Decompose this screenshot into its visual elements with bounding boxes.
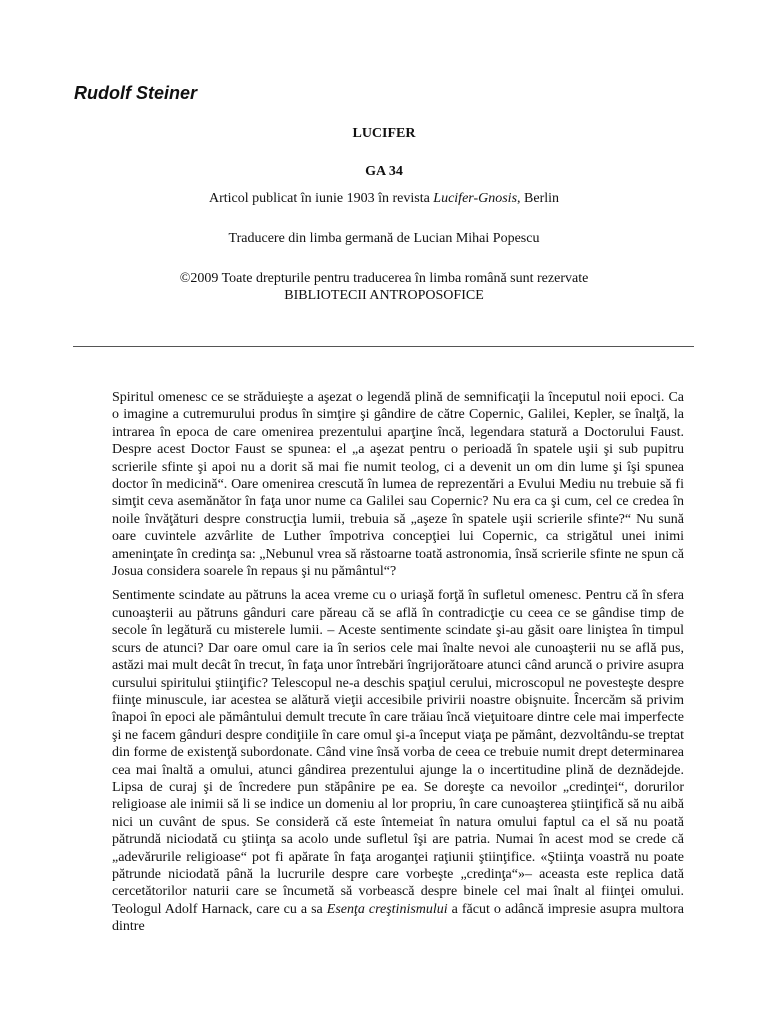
ga-number: GA 34 bbox=[365, 164, 403, 179]
copyright-line-1: ©2009 Toate drepturile pentru traducerea în limba română sunt rezervate bbox=[179, 271, 589, 286]
publication-suffix: , Berlin bbox=[517, 191, 560, 206]
book-title: Esenţa creştinismului bbox=[326, 901, 448, 917]
paragraph-2-text: Sentimente scindate au pătruns la acea vreme cu o uriaşă forţă în sufletul omenesc. Pentru că în sfera cunoaşterii au pătruns gânduri care păreau că se află în contradicţie cu ceea ce se gândise timp de secole în legătură cu misterele lumii. – Aceste sentimente scindate şi-au găsit oare liniştea în timpul scurs de atunci? Dar oare omul care ia în serios cele mai înalte nevoi ale cunoaşterii nu se află pus, astăzi mai mult decât în trecut, în faţa unor întrebări îngrijorătoare atunci când aruncă o privire asupra cursului spiritului ştiinţific? Telescopul ne-a deschis spaţiul cerului, microscopul ne povesteşte despre fiinţe minuscule, iar acestea se alătură vieţii accesibile privirii noastre obişnuite. Încercăm să privim înapoi în epoci ale pământului demult trecute în care trăiau încă vieţuitoare dintre cele mai imperfecte şi ne facem gânduri despre condiţiile în care omul şi-a început viaţa pe pământ, dezvoltându-se treptat din forme de existenţă subordonate. Când vine însă vorba de ceea ce trebuie numit drept determinarea cea mai înaltă a omului, atunci gândirea prezentului ajunge la o incertitudine plină de deznădejde. Lipsa de curaj şi de încredere pun stăpânire pe ea. Se doreşte ca nevoilor „credinţei“, dorurilor religioase ale inimii să li se indice un domeniu al lor propriu, în care cunoaşterea ştiinţifică să nu aibă nici un cuvânt de spus. Se consideră că este întemeiat în natura omului faptul ca el să nu poată pătrundă niciodată cu ştiinţa sa acolo unde sufletul îşi are patria. Numai în acest mod se crede că „adevărurile religioase“ pot fi apărate în faţa aroganţei raţiunii ştiinţifice. «Ştiinţa voastră nu poate pătrunde niciodată până la lucrurile despre care vorbeşte „credinţa“»– aceasta este replica dată cercetătorilor naturii care se încumetă să vorbească despre binele cel mai înalt al fiinţei omului. Teologul Adolf Harnack, care cu a sa bbox=[112, 588, 684, 917]
document-header bbox=[0, 124, 768, 304]
copyright-note bbox=[0, 270, 768, 304]
journal-name: Lucifer-Gnosis bbox=[433, 191, 518, 206]
copyright-line-2: BIBLIOTECII ANTROPOSOFICE bbox=[284, 288, 484, 303]
translation-note: Traducere din limba germană de Lucian Mihai Popescu bbox=[228, 231, 540, 246]
publication-note bbox=[0, 189, 768, 209]
horizontal-divider bbox=[73, 346, 694, 347]
paragraph-2-continuation: a făcut o adâncă impresie asupra multora dintre bbox=[112, 901, 685, 935]
article-body bbox=[112, 389, 684, 943]
paragraph-2 bbox=[112, 587, 684, 935]
publication-prefix: Articol publicat în iunie 1903 în revista bbox=[208, 191, 434, 206]
paragraph-1: Spiritul omenesc ce se străduieşte a aşezat o legendă plină de semnificaţii la începutul noii epoci. Ca o imagine a cutremurului produs în simţire şi gândire de către Copernic, Galilei, Kepler, se înalţă, la intrarea în epoca de care omenirea prezentului aparţine încă, legendara statură a Doctorului Faust. Despre acest Doctor Faust se spunea: el „a aşezat pentru o perioadă în spatele uşii şi sub pupitru scrierile sfinte şi apoi nu a dorit să mai fie numit teolog, ci a devenit un om din lume şi îşi spunea doctor în medicină“. Oare omenirea crescută în lumea de reprezentări a Evului Mediu nu trebuie să fi simţit ceva asemănător în faţa unor nume ca Galilei sau Copernic? Nu era ca şi cum, cel ce credea în noile învăţături despre construcţia lumii, trebuia să „aşeze în spatele uşii scrierile sfinte?“ Nu sună oare cuvintele azvârlite de Luther împotriva concepţiei lui Copernic, ca strigătul unei inimi ameninţate în credinţa sa: „Nebunul vrea să răstoarne toată astronomia, însă scrierile sfinte ne spun că Josua considera soarele în repaus şi nu pământul“? bbox=[112, 390, 684, 580]
author-name: Rudolf Steiner bbox=[74, 83, 198, 103]
document-title: LUCIFER bbox=[352, 126, 416, 141]
